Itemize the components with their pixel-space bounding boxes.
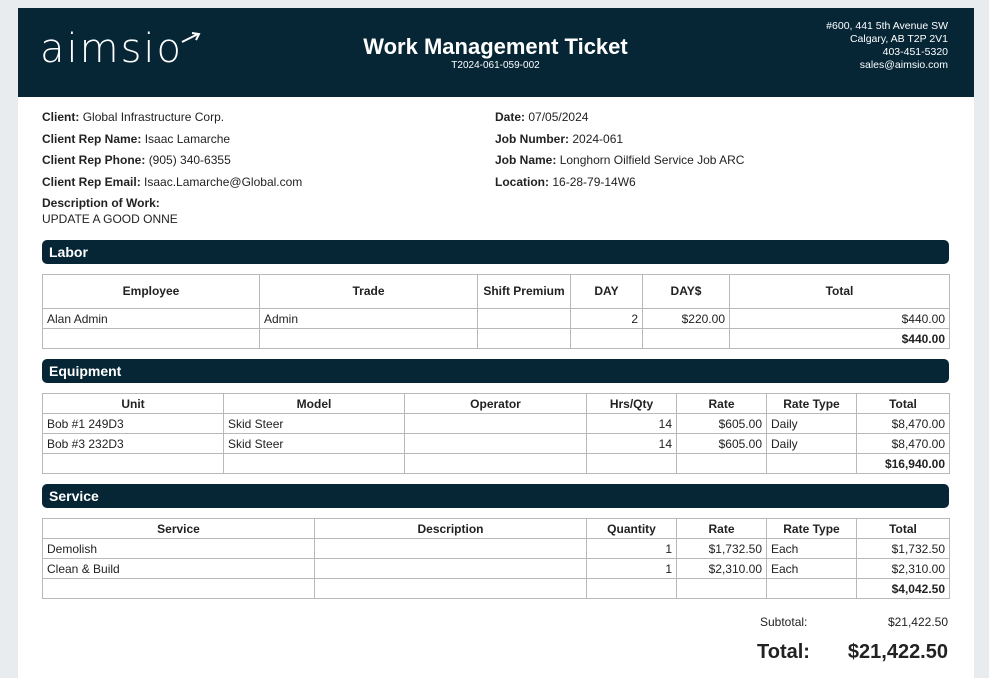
- table-cell: [587, 579, 677, 599]
- info-label: Client:: [42, 110, 80, 124]
- table-cell: Bob #3 232D3: [43, 434, 224, 454]
- table-total-row: [43, 579, 950, 599]
- table-cell: $2,310.00: [677, 559, 767, 579]
- table-cell: [587, 454, 677, 474]
- table-cell: Each: [767, 559, 857, 579]
- table-cell: [405, 414, 587, 434]
- address-line: #600, 441 5th Avenue SW: [826, 20, 948, 32]
- client-info: [42, 107, 302, 193]
- column-header: Rate Type: [767, 394, 857, 414]
- table-row: [43, 414, 950, 434]
- column-header: Service: [43, 519, 315, 539]
- labor-table: [42, 274, 950, 349]
- column-header: Shift Premium: [478, 275, 571, 309]
- ticket-page: [18, 8, 974, 678]
- column-header: DAY: [571, 275, 643, 309]
- info-row: [495, 129, 744, 151]
- table-cell: [405, 434, 587, 454]
- table-cell: $1,732.50: [677, 539, 767, 559]
- info-value: Global Infrastructure Corp.: [82, 110, 225, 124]
- info-row: [495, 172, 744, 194]
- info-row: [495, 107, 744, 129]
- table-cell: [224, 454, 405, 474]
- company-address: [826, 20, 948, 72]
- info-value: (905) 340-6355: [148, 153, 231, 167]
- description-label: Description of Work:: [42, 196, 160, 210]
- table-cell: $1,732.50: [857, 539, 950, 559]
- subtotal-label: Subtotal:: [760, 615, 808, 629]
- equipment-total: $16,940.00: [857, 454, 950, 474]
- page-title: Work Management Ticket: [363, 34, 628, 59]
- column-header: Description: [315, 519, 587, 539]
- table-cell: Skid Steer: [224, 434, 405, 454]
- table-cell: $440.00: [730, 309, 950, 329]
- info-label: Job Number:: [495, 131, 570, 146]
- table-cell: [677, 454, 767, 474]
- column-header: DAY$: [643, 275, 730, 309]
- table-cell: Daily: [767, 434, 857, 454]
- table-cell: Demolish: [43, 539, 315, 559]
- service-section-header: Service: [42, 484, 949, 508]
- aimsio-logo: aimsio: [40, 26, 184, 72]
- total-label: Total:: [757, 641, 810, 663]
- info-value: Isaac.Lamarche@Global.com: [144, 174, 303, 189]
- table-cell: [43, 454, 224, 474]
- table-cell: 14: [587, 434, 677, 454]
- table-cell: Alan Admin: [43, 309, 260, 329]
- column-header: Rate: [677, 394, 767, 414]
- info-row: [42, 107, 302, 129]
- total-value: $21,422.50: [847, 641, 948, 663]
- table-cell: [767, 454, 857, 474]
- table-row: [43, 434, 950, 454]
- description-value: UPDATE A GOOD ONNE: [42, 212, 178, 226]
- info-value: 16-28-79-14W6: [552, 174, 636, 189]
- table-row: [43, 539, 950, 559]
- table-cell: 1: [587, 559, 677, 579]
- info-row: [42, 129, 302, 151]
- column-header: Rate: [677, 519, 767, 539]
- info-label: Job Name:: [495, 153, 557, 167]
- info-row: [42, 172, 302, 194]
- table-cell: [478, 329, 571, 349]
- info-label: Location:: [495, 174, 549, 189]
- table-header-row: [43, 275, 950, 309]
- table-cell: 2: [571, 309, 643, 329]
- column-header: Hrs/Qty: [587, 394, 677, 414]
- column-header: Total: [730, 275, 950, 309]
- table-cell: [315, 579, 587, 599]
- info-label: Date:: [495, 110, 526, 124]
- email-address: sales@aimsio.com: [859, 59, 948, 71]
- table-cell: [405, 454, 587, 474]
- table-cell: [478, 309, 571, 329]
- labor-total: $440.00: [730, 329, 950, 349]
- service-total: $4,042.50: [857, 579, 950, 599]
- info-label: Client Rep Name:: [42, 131, 142, 146]
- table-total-row: [43, 454, 950, 474]
- header-banner: [18, 8, 974, 97]
- column-header: Employee: [43, 275, 260, 309]
- table-cell: Clean & Build: [43, 559, 315, 579]
- info-label: Client Rep Email:: [42, 174, 141, 189]
- info-value: 07/05/2024: [528, 110, 589, 124]
- table-cell: 14: [587, 414, 677, 434]
- address-line: Calgary, AB T2P 2V1: [849, 33, 948, 45]
- table-cell: $605.00: [677, 414, 767, 434]
- phone-number: 403-451-5320: [882, 46, 948, 58]
- table-row: [43, 309, 950, 329]
- table-row: [43, 559, 950, 579]
- table-cell: $8,470.00: [857, 414, 950, 434]
- table-total-row: [43, 329, 950, 349]
- table-cell: [260, 329, 478, 349]
- table-cell: $605.00: [677, 434, 767, 454]
- column-header: Operator: [405, 394, 587, 414]
- table-cell: Skid Steer: [224, 414, 405, 434]
- table-header-row: [43, 394, 950, 414]
- table-header-row: [43, 519, 950, 539]
- column-header: Trade: [260, 275, 478, 309]
- equipment-table: [42, 393, 950, 474]
- job-info: [495, 107, 744, 193]
- info-row: [495, 150, 744, 172]
- info-value: Isaac Lamarche: [144, 131, 231, 146]
- column-header: Total: [857, 519, 950, 539]
- ticket-number: T2024-061-059-002: [451, 60, 540, 71]
- subtotal-value: $21,422.50: [887, 615, 948, 629]
- table-cell: [43, 579, 315, 599]
- table-cell: Daily: [767, 414, 857, 434]
- table-cell: 1: [587, 539, 677, 559]
- table-cell: [315, 539, 587, 559]
- table-cell: Bob #1 249D3: [43, 414, 224, 434]
- service-table: [42, 518, 950, 599]
- info-value: Longhorn Oilfield Service Job ARC: [559, 153, 745, 167]
- labor-section-header: Labor: [42, 240, 949, 264]
- info-row: [42, 150, 302, 172]
- table-cell: [43, 329, 260, 349]
- table-cell: Each: [767, 539, 857, 559]
- table-cell: [643, 329, 730, 349]
- table-cell: [571, 329, 643, 349]
- table-cell: $8,470.00: [857, 434, 950, 454]
- table-cell: [315, 559, 587, 579]
- column-header: Total: [857, 394, 950, 414]
- column-header: Unit: [43, 394, 224, 414]
- column-header: Quantity: [587, 519, 677, 539]
- table-cell: $220.00: [643, 309, 730, 329]
- info-value: 2024-061: [572, 131, 624, 146]
- table-cell: [767, 579, 857, 599]
- table-cell: [677, 579, 767, 599]
- table-cell: $2,310.00: [857, 559, 950, 579]
- equipment-section-header: Equipment: [42, 359, 949, 383]
- column-header: Rate Type: [767, 519, 857, 539]
- info-label: Client Rep Phone:: [42, 153, 146, 167]
- table-cell: Admin: [260, 309, 478, 329]
- logo-arrow-icon: [178, 30, 206, 52]
- column-header: Model: [224, 394, 405, 414]
